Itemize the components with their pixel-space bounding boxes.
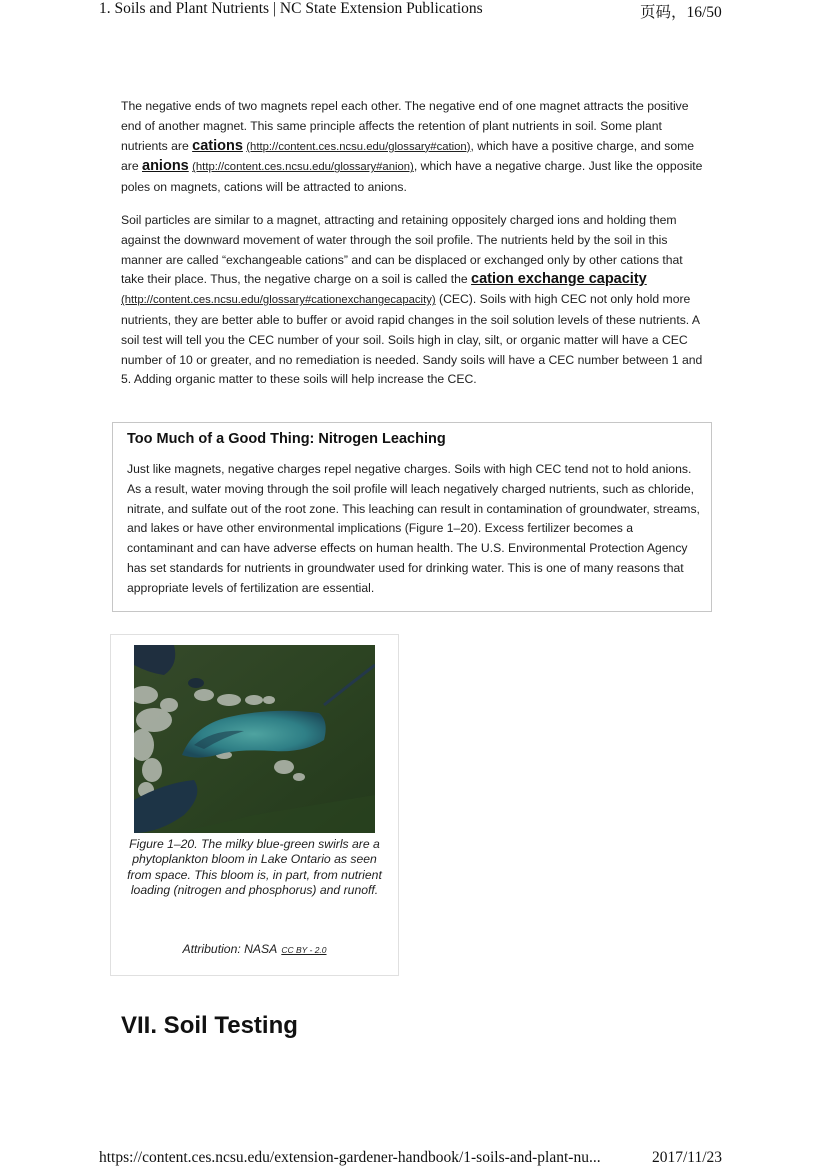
figure-attribution — [121, 942, 388, 956]
glossary-url-cec[interactable]: (http://content.ces.ncsu.edu/glossary#cationexchangecapacity) — [121, 294, 436, 307]
lake-ontario-satellite-image — [134, 645, 375, 833]
glossary-link-anions[interactable]: anions — [142, 158, 189, 175]
section-heading-soil-testing: VII. Soil Testing — [121, 1012, 298, 1039]
satellite-image-graphic — [134, 645, 375, 833]
callout-box-nitrogen-leaching — [112, 422, 712, 612]
paragraph-text: , which have a negative charge. Just like the opposite poles on magnets, cations will be attracted to anions. — [121, 159, 703, 195]
glossary-url-cations[interactable]: (http://content.ces.ncsu.edu/glossary#cation) — [246, 140, 471, 153]
footer-url: https://content.ces.ncsu.edu/extension-gardener-handbook/1-soils-and-plant-nu... — [99, 1149, 601, 1166]
print-header — [0, 0, 827, 22]
paragraph-text: Soil particles are similar to a magnet, attracting and retaining oppositely charged ions and holding them against the downward movement of water through the soil profile. The nutrients held by the soil in this manner are called “exchangeable cations” and can be displaced or exchanged only by other cations that take their place. Thus, the negative charge on a soil is called the — [121, 213, 683, 287]
header-title: 1. Soils and Plant Nutrients | NC State Extension Publications — [99, 0, 483, 17]
callout-title: Too Much of a Good Thing: Nitrogen Leaching — [127, 431, 446, 447]
license-link[interactable]: CC BY - 2.0 — [281, 945, 327, 955]
glossary-link-cec[interactable]: cation exchange capacity — [471, 271, 647, 288]
callout-text: Just like magnets, negative charges repel negative charges. Soils with high CEC tend not to hold anions. As a result, water moving through the soil profile will leach negatively charged nutrients, such as chloride, nitrate, and sulfate out of the root zone. This leaching can result in contamination of groundwater, streams, and lakes or have other environmental implications (Figure 1–20). Excess fertilizer becomes a contaminant and can have adverse effects on human health. The U.S. Environmental Protection Agency has set standards for nutrients in groundwater used for drinking water. This is one of many reasons that appropriate levels of fertilization are essential. — [127, 462, 700, 595]
glossary-url-anions[interactable]: (http://content.ces.ncsu.edu/glossary#anion) — [192, 161, 414, 174]
glossary-link-cations[interactable]: cations — [192, 137, 243, 154]
paragraph-magnets — [121, 97, 706, 198]
paragraph-cec — [121, 211, 706, 390]
paragraph-text: (CEC). Soils with high CEC not only hold more nutrients, they are better able to buffer or avoid rapid changes in the soil solution levels of these nutrients. A soil test will tell you the CEC number of your soil. Soils high in clay, silt, or organic matter will have a CEC number of 10 or greater, and no remediation is needed. Sandy soils will have a CEC number between 1 and 5. Adding organic matter to these soils will help increase the CEC. — [121, 292, 703, 387]
print-footer — [0, 1147, 827, 1169]
attribution-text: Attribution: NASA — [182, 942, 278, 956]
figure-1-20 — [110, 634, 399, 976]
figure-caption: Figure 1–20. The milky blue-green swirls are a phytoplankton bloom in Lake Ontario as seen from space. This bloom is, in part, from nutrient loading (nitrogen and phosphorus) and runoff. — [127, 837, 382, 897]
paragraph-text: , which have a positive charge, and some are — [121, 138, 695, 174]
paragraph-text: The negative ends of two magnets repel each other. The negative end of one magnet attracts the positive end of another magnet. This same principle affects the retention of plant nutrients in soil. Some plant nutrients are — [121, 99, 689, 153]
page-indicator: 页码，16/50 — [640, 4, 722, 21]
footer-date: 2017/11/23 — [652, 1149, 723, 1166]
